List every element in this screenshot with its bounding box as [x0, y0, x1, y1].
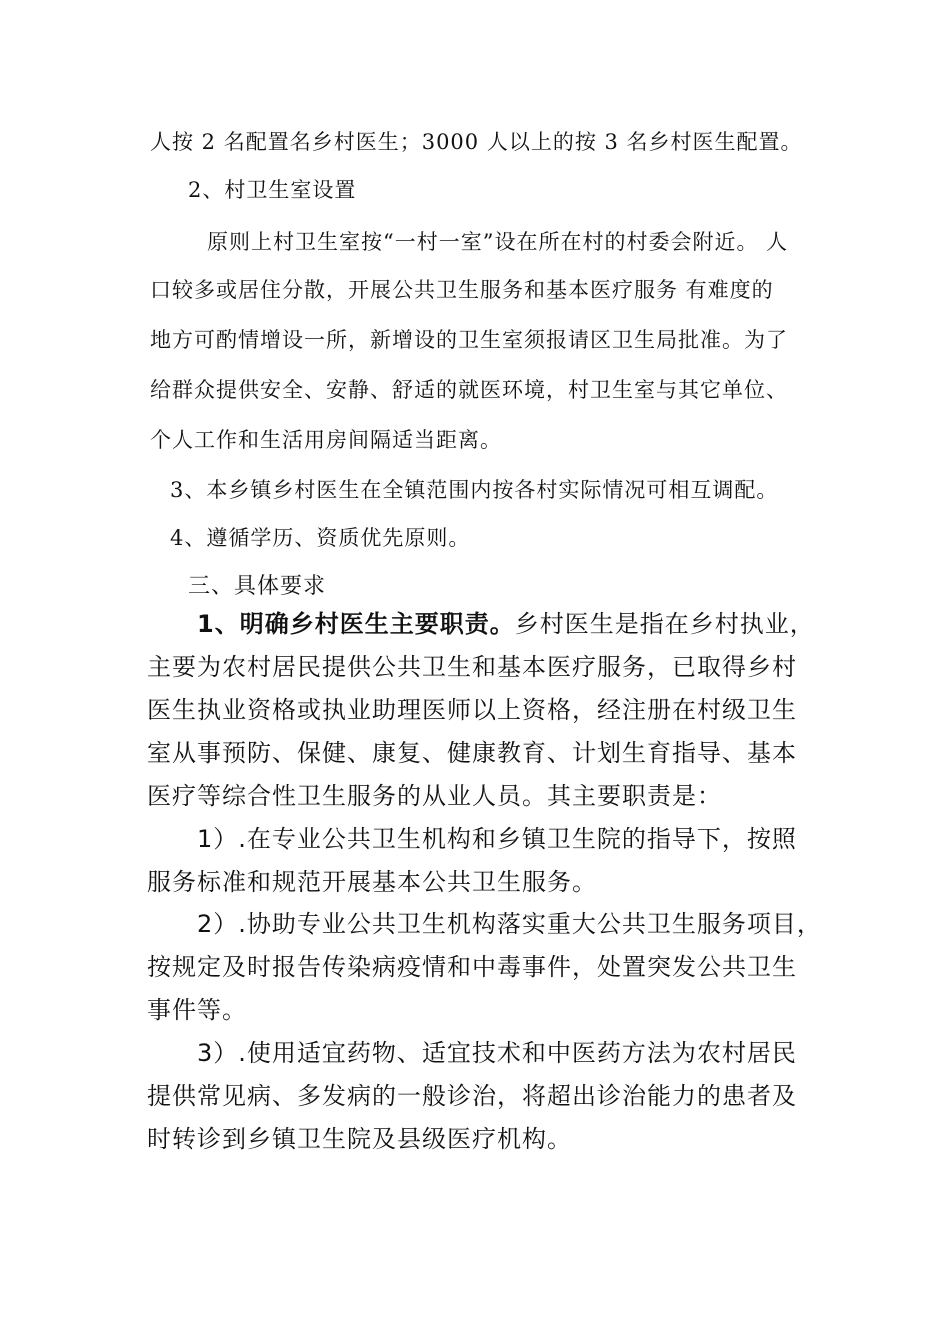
list-item: 1）.在专业公共卫生机构和乡镇卫生院的指导下，按照 — [197, 825, 797, 853]
paragraph-line: 医生执业资格或执业助理医师以上资格，经注册在村级卫生 — [147, 696, 797, 724]
list-item: 事件等。 — [147, 996, 247, 1024]
section-heading: 三、具体要求 — [188, 574, 327, 599]
paragraph-line: 给群众提供安全、安静、舒适的就医环境，村卫生室与其它单位、 — [150, 378, 788, 402]
subheading: 2、村卫生室设置 — [188, 178, 357, 202]
paragraph-line: 口较多或居住分散，开展公共卫生服务和基本医疗服务 有难度的 — [150, 278, 774, 302]
list-item: 提供常见病、多发病的一般诊治，将超出诊治能力的患者及 — [147, 1082, 797, 1110]
list-item: 3）.使用适宜药物、适宜技术和中医药方法为农村居民 — [197, 1039, 797, 1067]
paragraph-line: 主要为农村居民提供公共卫生和基本医疗服务，已取得乡村 — [147, 653, 797, 681]
paragraph-line: 地方可酌情增设一所，新增设的卫生室须报请区卫生局批准。为了 — [150, 328, 788, 352]
paragraph-line: 4、遵循学历、资质优先原则。 — [170, 526, 471, 550]
bold-lead: 1、明确乡村医生主要职责。 — [197, 610, 515, 638]
list-item: 按规定及时报告传染病疫情和中毒事件，处置突发公共卫生 — [147, 953, 797, 981]
paragraph-line: 3、本乡镇乡村医生在全镇范围内按各村实际情况可相互调配。 — [170, 478, 779, 502]
paragraph-line: 室从事预防、保健、康复、健康教育、计划生育指导、基本 — [147, 739, 797, 767]
paragraph-line: 医疗等综合性卫生服务的从业人员。其主要职责是： — [147, 782, 722, 810]
list-item: 时转诊到乡镇卫生院及县级医疗机构。 — [147, 1125, 572, 1153]
paragraph-line: 原则上村卫生室按“一村一室”设在所在村的村委会附近。 人 — [207, 230, 789, 254]
inline-text: 乡村医生是指在乡村执业， — [514, 610, 815, 638]
list-item: 服务标准和规范开展基本公共卫生服务。 — [147, 868, 597, 896]
paragraph-line — [197, 604, 815, 639]
paragraph-line: 人按 2 名配置名乡村医生；3000 人以上的按 3 名乡村医生配置。 — [150, 130, 803, 154]
paragraph-line: 个人工作和生活用房间隔适当距离。 — [150, 428, 502, 452]
list-item: 2）.协助专业公共卫生机构落实重大公共卫生服务项目， — [197, 910, 822, 938]
